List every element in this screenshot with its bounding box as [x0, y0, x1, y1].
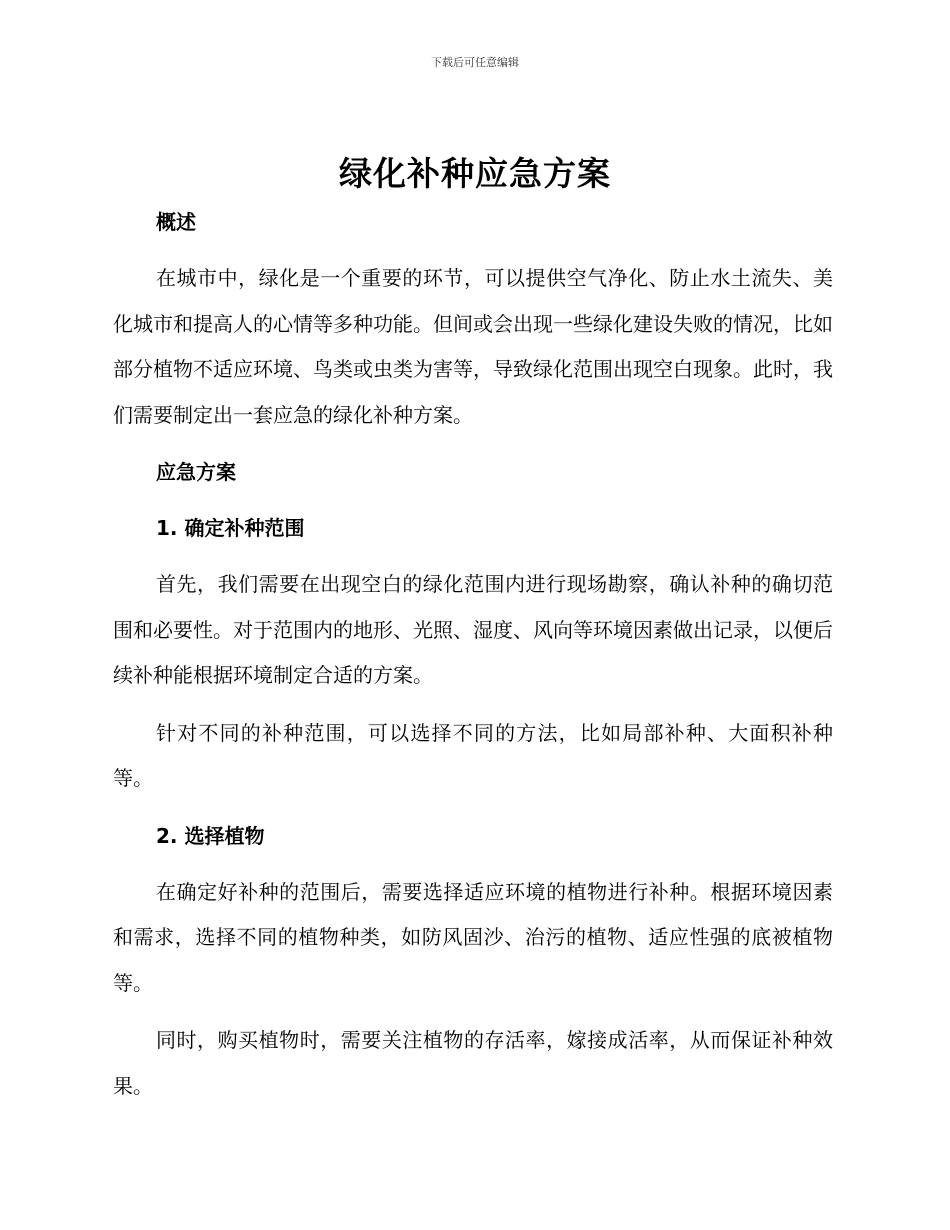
- header-note: 下载后可任意编辑: [431, 56, 519, 69]
- document-body: [113, 200, 833, 1109]
- document-title: 绿化补种应急方案: [339, 154, 611, 193]
- paragraph-overview: 在城市中，绿化是一个重要的环节，可以提供空气净化、防止水土流失、美化城市和提高人的心情等多种功能。但间或会出现一些绿化建设失败的情况，比如部分植物不适应环境、鸟类或虫类为害等，导致绿化范围出现空白现象。此时，我们需要制定出一套应急的绿化补种方案。: [113, 266, 833, 427]
- step-heading-2: 2. 选择植物: [156, 823, 265, 848]
- section-heading-overview: 概述: [156, 210, 196, 234]
- paragraph-step2-b: 同时，购买植物时，需要关注植物的存活率，嫁接成活率，从而保证补种效果。: [113, 1028, 833, 1098]
- paragraph-step1-a: 首先，我们需要在出现空白的绿化范围内进行现场勘察，确认补种的确切范围和必要性。对于范围内的地形、光照、湿度、风向等环境因素做出记录，以便后续补种能根据环境制定合适的方案。: [113, 572, 833, 687]
- paragraph-step2-a: 在确定好补种的范围后，需要选择适应环境的植物进行补种。根据环境因素和需求，选择不同的植物种类，如防风固沙、治污的植物、适应性强的底被植物等。: [113, 879, 833, 995]
- paragraph-step1-b: 针对不同的补种范围，可以选择不同的方法，比如局部补种、大面积补种等。: [113, 720, 833, 790]
- step-heading-1: 1. 确定补种范围: [156, 516, 305, 540]
- section-heading-plan: 应急方案: [156, 460, 236, 484]
